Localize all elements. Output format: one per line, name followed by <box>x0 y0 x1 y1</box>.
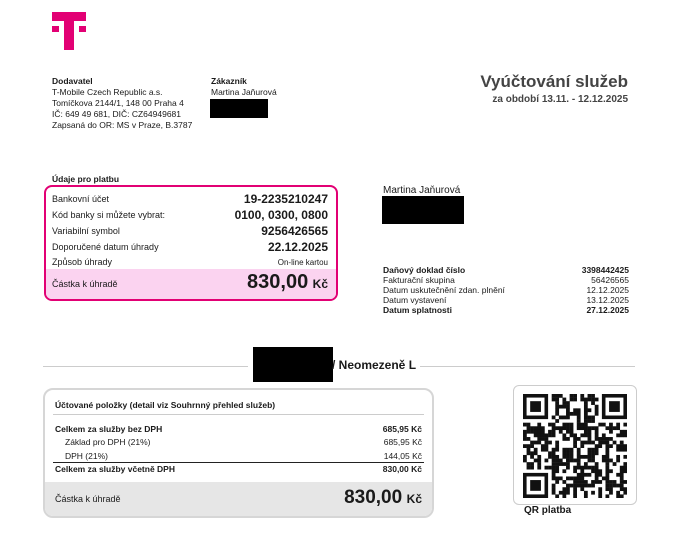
payment-value: 0100, 0300, 0800 <box>234 208 328 222</box>
doc-info-label: Fakturační skupina <box>383 275 455 285</box>
item-label: Celkem za služby včetně DPH <box>55 464 175 474</box>
payment-label: Doporučené datum úhrady <box>52 242 159 252</box>
payment-row <box>52 192 328 206</box>
item-row <box>55 451 422 461</box>
doc-info-value: 13.12.2025 <box>586 295 629 305</box>
item-label: DPH (21%) <box>65 451 108 461</box>
supplier-line: Tomíčkova 2144/1, 148 00 Praha 4 <box>52 98 184 108</box>
payment-row <box>52 208 328 222</box>
item-value: 685,95 Kč <box>383 437 422 447</box>
customer-block <box>211 76 277 98</box>
item-row <box>55 437 422 447</box>
doc-info-value: 56426565 <box>591 275 629 285</box>
doc-info-row <box>383 285 629 295</box>
redacted-tariff-number <box>253 347 333 382</box>
separator-left <box>43 366 248 367</box>
payment-value: 9256426565 <box>261 224 328 238</box>
doc-info-row <box>383 265 629 275</box>
doc-info-value: 12.12.2025 <box>586 285 629 295</box>
items-heading: Účtované položky (detail viz Souhrnný přehled služeb) <box>55 400 276 410</box>
item-row <box>55 464 422 474</box>
payment-label: Kód banky si můžete vybrat: <box>52 210 166 220</box>
item-row <box>55 424 422 434</box>
doc-info-value: 27.12.2025 <box>586 305 629 315</box>
doc-info-value: 3398442425 <box>581 265 629 275</box>
customer-heading: Zákazník <box>211 76 247 86</box>
item-label: Základ pro DPH (21%) <box>65 437 151 447</box>
payment-row <box>52 224 328 238</box>
doc-info-label: Datum vystavení <box>383 295 447 305</box>
qr-label: QR platba <box>524 505 572 516</box>
doc-info-row <box>383 275 629 285</box>
supplier-line: T-Mobile Czech Republic a.s. <box>52 87 163 97</box>
supplier-line: IČ: 649 49 681, DIČ: CZ64949681 <box>52 109 181 119</box>
payment-label: Způsob úhrady <box>52 257 113 267</box>
payment-row <box>52 240 328 254</box>
doc-info-label: Daňový doklad číslo <box>383 265 466 275</box>
billing-period: za období 13.11. - 12.12.2025 <box>492 94 628 105</box>
qr-code <box>523 394 627 498</box>
payment-total <box>46 269 336 299</box>
doc-info-row <box>383 305 629 315</box>
items-total-divider <box>53 462 424 463</box>
address-name: Martina Jaňurová <box>383 185 461 196</box>
payment-heading: Údaje pro platbu <box>52 174 120 184</box>
items-divider <box>53 414 424 415</box>
payment-value: On-line kartou <box>277 257 328 267</box>
qr-box <box>513 385 637 505</box>
doc-info-label: Datum splatnosti <box>383 305 452 315</box>
items-total <box>45 482 432 516</box>
items-box <box>43 388 434 518</box>
payment-value: 22.12.2025 <box>267 240 328 254</box>
item-value: 685,95 Kč <box>382 424 422 434</box>
redacted-customer-address <box>210 99 268 118</box>
customer-name: Martina Jaňurová <box>211 87 277 97</box>
payment-currency: Kč <box>312 277 328 291</box>
payment-row <box>52 257 328 267</box>
item-value: 144,05 Kč <box>383 451 422 461</box>
supplier-heading: Dodavatel <box>52 76 93 86</box>
document-title: Vyúčtování služeb <box>480 72 628 91</box>
items-total-value: 830,00 <box>344 487 403 508</box>
payment-total-value: 830,00 <box>247 271 309 293</box>
payment-label: Variabilní symbol <box>52 226 120 236</box>
redacted-address <box>382 196 464 224</box>
items-total-currency: Kč <box>406 492 422 506</box>
item-label: Celkem za služby bez DPH <box>55 424 163 434</box>
doc-info-row <box>383 295 629 305</box>
item-value: 830,00 Kč <box>382 464 422 474</box>
items-total-label: Částka k úhradě <box>55 494 121 504</box>
doc-info-label: Datum uskutečnění zdan. plnění <box>383 285 505 295</box>
tariff-name: / Neomezeně L <box>332 358 417 372</box>
payment-total-label: Částka k úhradě <box>52 279 118 289</box>
separator-right <box>420 366 635 367</box>
supplier-line: Zapsaná do OR: MS v Praze, B.3787 <box>52 120 193 130</box>
payment-label: Bankovní účet <box>52 194 110 204</box>
payment-value: 19-2235210247 <box>243 192 328 206</box>
supplier-block <box>52 76 192 131</box>
t-mobile-logo <box>52 12 86 50</box>
payment-box <box>44 185 338 301</box>
